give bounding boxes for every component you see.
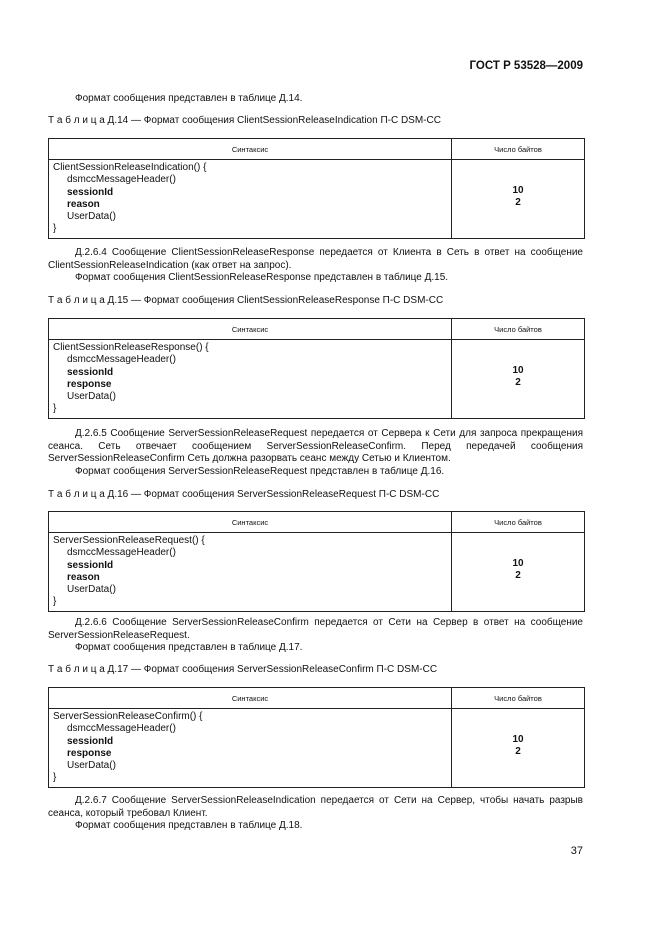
syntax-field: reason [67, 198, 100, 210]
syntax-field: sessionId [67, 559, 114, 571]
column-header-bytes: Число байтов [452, 688, 585, 709]
column-header-bytes: Число байтов [452, 139, 585, 160]
syntax-field: response [67, 747, 112, 759]
syntax-field: UserData() [67, 391, 116, 403]
syntax-field: UserData() [67, 211, 116, 223]
bytes-value: 2 [515, 569, 521, 581]
format-table [48, 318, 585, 419]
table-caption: Т а б л и ц а Д.14 — Формат сообщения ClientSessionReleaseIndication П-С DSM-CC [48, 115, 441, 126]
paragraph-d266: Д.2.6.6 Сообщение ServerSessionReleaseConfirm передается от Сети на Сервер в ответ на сообщение ServerSessionReleaseRequest. [48, 617, 583, 641]
paragraph-d265-format: Формат сообщения ServerSessionReleaseRequest представлен в таблице Д.16. [75, 466, 445, 477]
paragraph-d265: Д.2.6.5 Сообщение ServerSessionReleaseRequest передается от Сервера к Сети для запроса прекращения сеанса. Сеть отвечает сообщением ServerSessionReleaseConfirm. Перед передачей сообщения ServerSessionReleaseConfirm Сеть должна разорвать сеанс между Сетью и Клиентом. [48, 428, 583, 464]
bytes-value: 10 [512, 733, 524, 745]
column-header-bytes: Число байтов [452, 512, 585, 533]
column-header-bytes: Число байтов [452, 319, 585, 340]
syntax-cell [49, 533, 452, 612]
syntax-field: dsmccMessageHeader() [67, 547, 176, 559]
syntax-field: UserData() [67, 584, 116, 596]
column-header-syntax: Синтаксис [49, 139, 452, 160]
syntax-close: } [53, 596, 57, 608]
syntax-field: response [67, 378, 112, 390]
syntax-open: ServerSessionReleaseRequest() { [53, 535, 205, 546]
column-header-syntax: Синтаксис [49, 688, 452, 709]
syntax-close: } [53, 772, 57, 784]
syntax-field: sessionId [67, 735, 114, 747]
syntax-field: sessionId [67, 366, 114, 378]
syntax-close: } [53, 403, 57, 415]
page-number: 37 [570, 845, 583, 857]
table-caption: Т а б л и ц а Д.17 — Формат сообщения ServerSessionReleaseConfirm П-С DSM-CC [48, 664, 438, 675]
paragraph-d267: Д.2.6.7 Сообщение ServerSessionReleaseIndication передается от Сети на Сервер, чтобы начать разрыв сеанса, который требовал Клиент. [48, 795, 583, 819]
format-table [48, 138, 585, 239]
paragraph-d264-format: Формат сообщения ClientSessionReleaseResponse представлен в таблице Д.15. [75, 272, 449, 283]
syntax-open: ClientSessionReleaseIndication() { [53, 162, 207, 173]
syntax-open: ServerSessionReleaseConfirm() { [53, 711, 203, 722]
syntax-field: UserData() [67, 760, 116, 772]
bytes-cell [452, 340, 585, 419]
bytes-value: 10 [512, 557, 524, 569]
syntax-field: dsmccMessageHeader() [67, 174, 176, 186]
syntax-field: reason [67, 571, 100, 583]
format-table [48, 511, 585, 612]
bytes-value: 10 [512, 184, 524, 196]
bytes-value: 2 [515, 196, 521, 208]
syntax-field: sessionId [67, 186, 114, 198]
syntax-cell [49, 160, 452, 239]
syntax-cell [49, 709, 452, 788]
bytes-cell [452, 160, 585, 239]
paragraph-d264: Д.2.6.4 Сообщение ClientSessionReleaseResponse передается от Клиента в Сеть в ответ на сообщение ClientSessionReleaseIndication (как ответ на запрос). [48, 247, 583, 271]
bytes-cell [452, 709, 585, 788]
syntax-field: dsmccMessageHeader() [67, 354, 176, 366]
bytes-value: 2 [515, 376, 521, 388]
format-table [48, 687, 585, 788]
syntax-field: dsmccMessageHeader() [67, 723, 176, 735]
bytes-value: 2 [515, 745, 521, 757]
syntax-close: } [53, 223, 57, 235]
column-header-syntax: Синтаксис [49, 319, 452, 340]
table-caption: Т а б л и ц а Д.15 — Формат сообщения ClientSessionReleaseResponse П-С DSM-CC [48, 295, 444, 306]
paragraph-d266-format: Формат сообщения представлен в таблице Д.17. [75, 642, 303, 653]
standard-number: ГОСТ Р 53528—2009 [469, 60, 583, 72]
bytes-value: 10 [512, 364, 524, 376]
paragraph-d267-format: Формат сообщения представлен в таблице Д.18. [75, 820, 303, 831]
table-caption: Т а б л и ц а Д.16 — Формат сообщения ServerSessionReleaseRequest П-С DSM-CC [48, 489, 440, 500]
bytes-cell [452, 533, 585, 612]
intro-paragraph: Формат сообщения представлен в таблице Д.14. [75, 93, 303, 104]
syntax-open: ClientSessionReleaseResponse() { [53, 342, 209, 353]
syntax-cell [49, 340, 452, 419]
column-header-syntax: Синтаксис [49, 512, 452, 533]
